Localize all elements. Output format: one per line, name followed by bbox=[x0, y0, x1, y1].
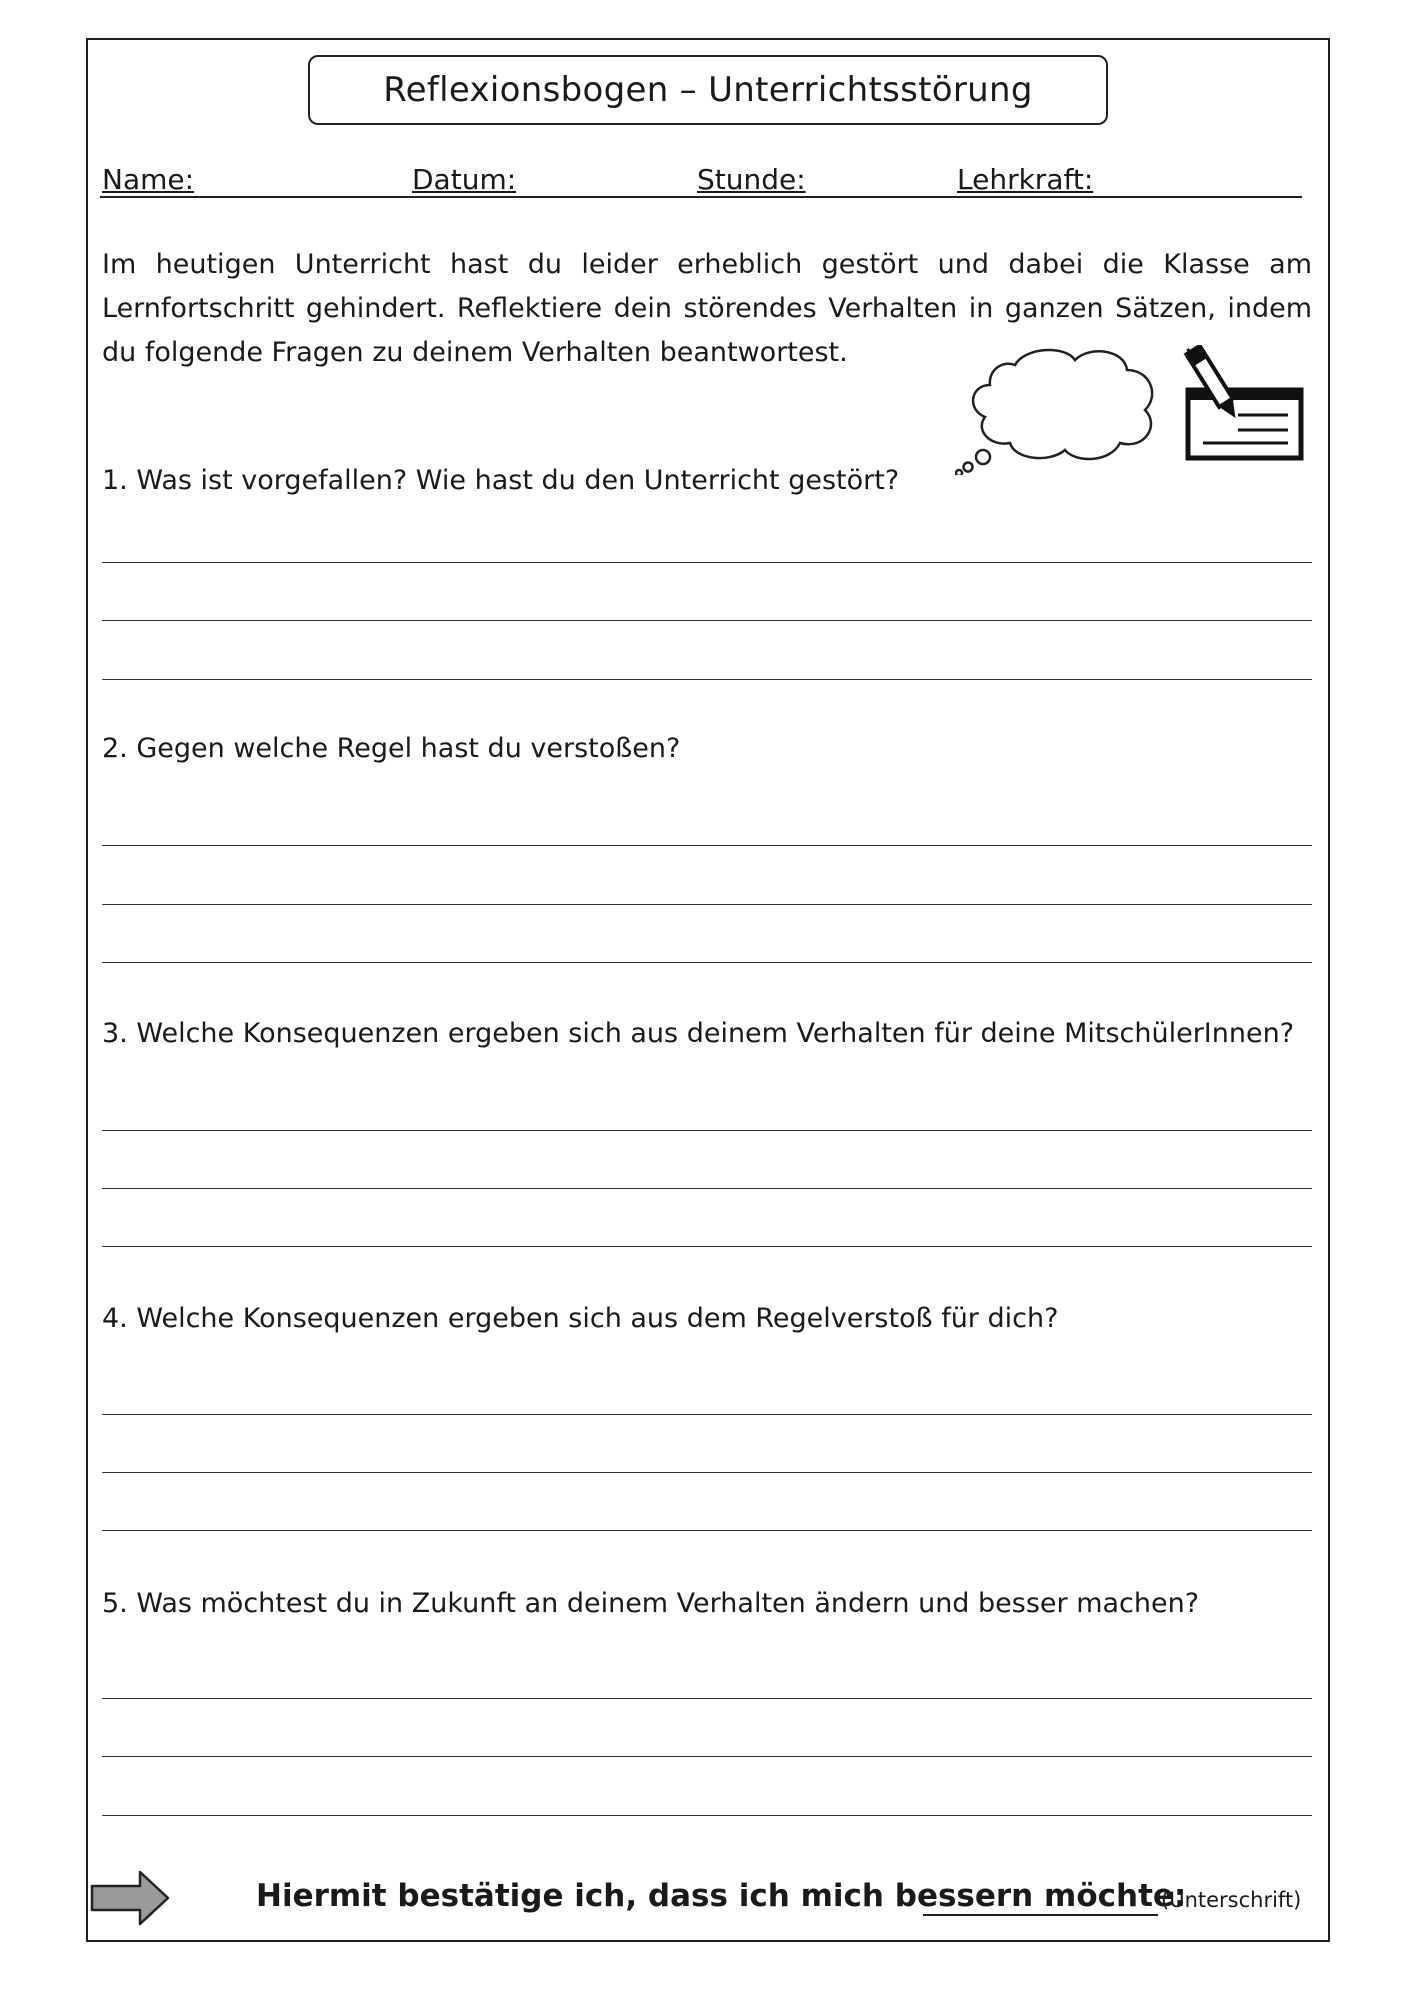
answer-line[interactable] bbox=[102, 1130, 1312, 1131]
answer-line[interactable] bbox=[102, 1472, 1312, 1473]
thought-bubble-icon bbox=[955, 345, 1170, 479]
pen-and-paper-icon bbox=[1183, 345, 1308, 469]
question-2: 2. Gegen welche Regel hast du verstoßen? bbox=[102, 733, 681, 764]
question-5: 5. Was möchtest du in Zukunft an deinem Verhalten ändern und besser machen? bbox=[102, 1588, 1200, 1619]
answer-line[interactable] bbox=[102, 1756, 1312, 1757]
answer-line[interactable] bbox=[102, 1188, 1312, 1189]
date-field-label: Datum: bbox=[412, 163, 517, 196]
name-field-label: Name: bbox=[102, 163, 195, 196]
answer-line[interactable] bbox=[102, 562, 1312, 563]
intro-text: Im heutigen Unterricht hast du leider erheblich gestört und dabei die Klasse am Lernfortschritt gehindert. Reflektiere dein störendes Verhalten in ganzen Sätzen, indem du folgende Fragen zu deinem Verhalten beantwortest. bbox=[102, 249, 1312, 368]
answer-line[interactable] bbox=[102, 620, 1312, 621]
answer-line[interactable] bbox=[102, 904, 1312, 905]
arrow-icon bbox=[90, 1868, 170, 1932]
teacher-field-label: Lehrkraft: bbox=[957, 163, 1094, 196]
answer-line[interactable] bbox=[102, 845, 1312, 846]
answer-line[interactable] bbox=[102, 679, 1312, 680]
question-4: 4. Welche Konsequenzen ergeben sich aus dem Regelverstoß für dich? bbox=[102, 1303, 1059, 1334]
answer-line[interactable] bbox=[102, 1698, 1312, 1699]
answer-line[interactable] bbox=[102, 1815, 1312, 1816]
confirmation-text: Hiermit bestätige ich, dass ich mich bessern möchte: bbox=[256, 1878, 1187, 1914]
answer-line[interactable] bbox=[102, 1246, 1312, 1247]
signature-label: (Unterschrift) bbox=[1161, 1888, 1302, 1912]
lesson-field-label: Stunde: bbox=[697, 163, 806, 196]
question-1: 1. Was ist vorgefallen? Wie hast du den Unterricht gestört? bbox=[102, 465, 900, 496]
page-title bbox=[308, 55, 1108, 125]
answer-line[interactable] bbox=[102, 962, 1312, 963]
confirmation-footer bbox=[88, 1868, 1328, 1928]
signature-field[interactable] bbox=[923, 1914, 1158, 1916]
header-underline bbox=[100, 196, 1302, 198]
answer-line[interactable] bbox=[102, 1530, 1312, 1531]
question-3: 3. Welche Konsequenzen ergeben sich aus deinem Verhalten für deine MitschülerInnen? bbox=[102, 1018, 1295, 1049]
answer-line[interactable] bbox=[102, 1414, 1312, 1415]
title-text: Reflexionsbogen – Unterrichtsstörung bbox=[383, 70, 1033, 110]
